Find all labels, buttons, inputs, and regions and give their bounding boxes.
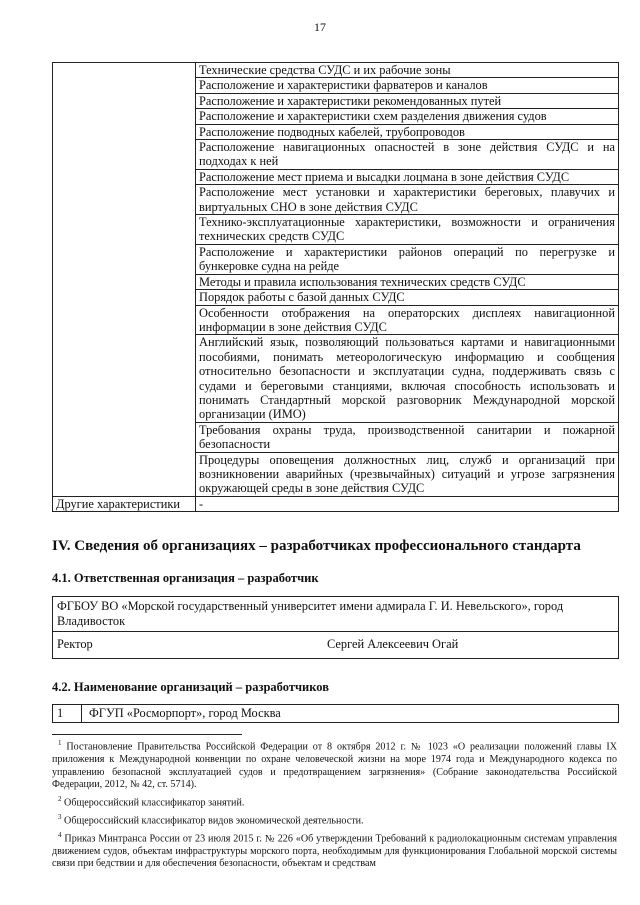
knowledge-item: Английский язык, позволяющий пользоваться картами и навигационными пособиями, понимать метеорологическую информацию и сообщения относительно безопасности и эксплуатации судна, поддерживать связь с судами и береговыми станциями, включая способность использовать и понимать Стандартный морской разговорник Международной морской организации (ИМО) <box>196 335 619 422</box>
knowledge-item: Требования охраны труда, производственной санитарии и пожарной безопасности <box>196 422 619 452</box>
footnote-mark: 4 <box>58 830 62 839</box>
knowledge-table <box>52 62 619 512</box>
knowledge-item: Расположение и характеристики схем разделения движения судов <box>196 109 619 124</box>
knowledge-item: Технико-эксплуатационные характеристики, возможности и ограничения технических средств СУДС <box>196 215 619 245</box>
footnote <box>52 737 617 792</box>
knowledge-item: Расположение и характеристики рекомендованных путей <box>196 93 619 108</box>
developer-org-row <box>52 704 619 723</box>
footnote-separator <box>52 734 242 735</box>
signatory-name: Сергей Алексеевич Огай <box>327 637 459 651</box>
developer-org-number: 1 <box>57 706 64 720</box>
knowledge-item: Процедуры оповещения должностных лиц, служб и организаций при возникновении аварийных (чрезвычайных) ситуаций и угрозе загрязнения окружающей среды в зоне действия СУДС <box>196 452 619 496</box>
responsible-org-heading: 4.1. Ответственная организация – разработчик <box>52 571 319 585</box>
footnote-mark: 1 <box>58 739 62 747</box>
signatory-role: Ректор <box>57 637 93 651</box>
empty-label-cell <box>53 63 196 497</box>
footnotes <box>52 737 617 872</box>
knowledge-table-body <box>53 63 619 512</box>
developer-orgs-heading: 4.2. Наименование организаций – разработчиков <box>52 680 329 694</box>
knowledge-item: Методы и правила использования технических средств СУДС <box>196 274 619 289</box>
knowledge-item: Расположение мест приема и высадки лоцмана в зоне действия СУДС <box>196 169 619 184</box>
knowledge-item: Расположение навигационных опасностей в зоне действия СУДС и на подходах к ней <box>196 140 619 170</box>
footnote-mark: 2 <box>58 794 62 803</box>
knowledge-item: Порядок работы с базой данных СУДС <box>196 290 619 305</box>
knowledge-item: Технические средства СУДС и их рабочие зоны <box>196 63 619 78</box>
footnote-mark: 3 <box>58 812 62 821</box>
signature-row <box>53 632 618 658</box>
section-title: IV. Сведения об организациях – разработчиках профессионального стандарта <box>52 538 581 554</box>
responsible-org-name: ФГБОУ ВО «Морской государственный университет имени адмирала Г. И. Невельского», город Владивосток <box>53 597 618 632</box>
developer-org-name: ФГУП «Росморпорт», город Москва <box>89 706 281 720</box>
footnote <box>52 829 617 871</box>
footnote-text: Общероссийский классификатор занятий. <box>64 797 245 809</box>
knowledge-item: Расположение подводных кабелей, трубопроводов <box>196 124 619 139</box>
table-row <box>53 496 619 511</box>
page-number: 17 <box>314 20 326 34</box>
footnote <box>52 793 617 810</box>
footnote-text: Постановление Правительства Российской Федерации от 8 октября 2012 г. № 1023 «О реализации положений главы IX приложения к Международной конвенции по охране человеческой жизни на море 1974 года и Международного кодекса по управлению безопасной эксплуатацией судов и предотвращением загрязнения» (Собрание законодательства Российской Федерации, 2012, № 42, ст. 5714). <box>52 741 617 791</box>
table-row <box>53 63 619 78</box>
other-characteristics-value: - <box>196 496 619 511</box>
knowledge-item: Особенности отображения на операторских дисплеях навигационной информации в зоне действия СУДС <box>196 305 619 335</box>
footnote-text: Общероссийский классификатор видов экономической деятельности. <box>64 815 364 827</box>
footnote <box>52 811 617 828</box>
other-characteristics-label: Другие характеристики <box>53 496 196 511</box>
responsible-org-box <box>52 596 619 659</box>
footnote-text: Приказ Минтранса России от 23 июля 2015 г. № 226 «Об утверждении Требований к радиолокационным системам управления движением судов, объектам инфраструктуры морского порта, необходимым для функционирования Глобальной морской системы связи при бедствии и для обеспечения безопасности, объектам и средствам <box>52 833 617 870</box>
knowledge-item: Расположение и характеристики районов операций по перегрузке и бункеровке судна на рейде <box>196 244 619 274</box>
column-divider <box>81 705 82 722</box>
knowledge-item: Расположение мест установки и характеристики береговых, плавучих и виртуальных СНО в зоне действия СУДС <box>196 185 619 215</box>
knowledge-item: Расположение и характеристики фарватеров и каналов <box>196 78 619 93</box>
